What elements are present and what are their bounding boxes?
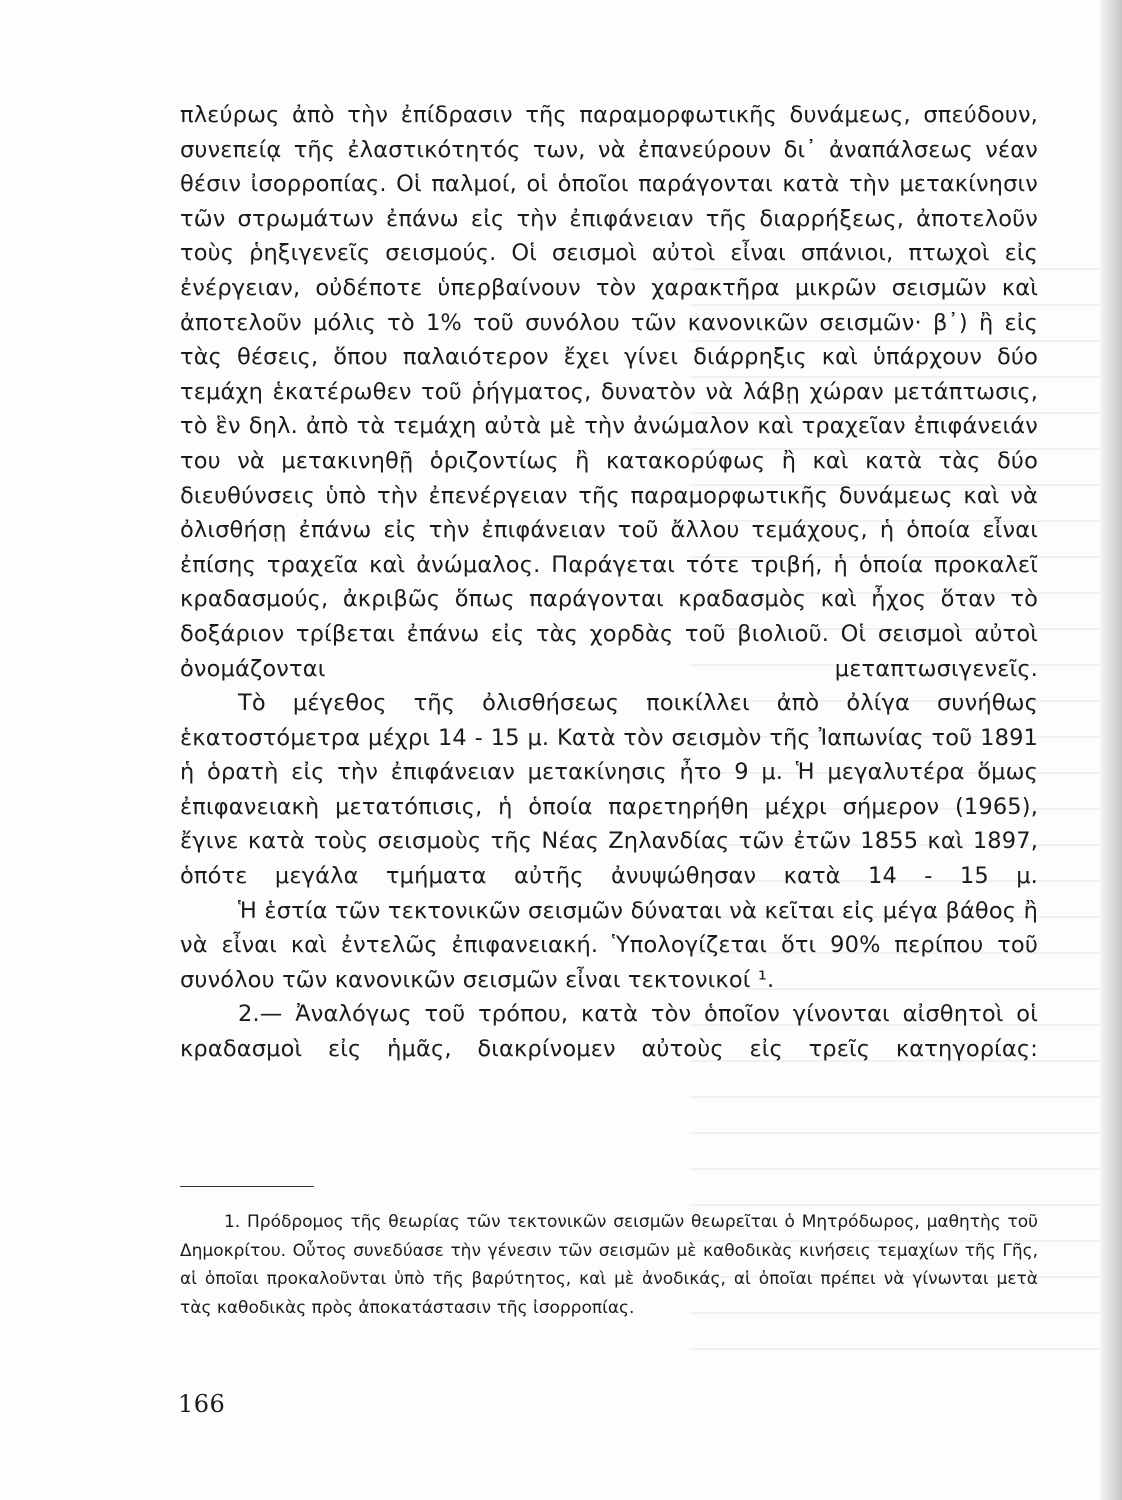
paragraph-3: Ἡ ἑστία τῶν τεκτονικῶν σεισμῶν δύναται νὰ κεῖται εἰς μέγα βάθος ἢ νὰ εἶναι καὶ ἐντελῶς ἐπιφανειακή. Ὑπολογίζεται ὅτι 90% περίπου τοῦ συνόλου τῶν κανονικῶν σεισμῶν εἶναι τεκτονικοί ¹.	[180, 897, 1038, 993]
footnote	[180, 1208, 1038, 1322]
page-edge-shadow	[1100, 0, 1122, 1500]
page-number: 166	[178, 1390, 226, 1418]
paragraph-1: πλεύρως ἀπὸ τὴν ἐπίδρασιν τῆς παραμορφωτικῆς δυνάμεως, σπεύδουν, συνεπείᾳ τῆς ἐλαστικότητός των, νὰ ἐπανεύρουν δι᾽ ἀναπάλσεως νέαν θέσιν ἰσορροπίας. Οἱ παλμοί, οἱ ὁποῖοι παράγονται κατὰ τὴν μετακίνησιν τῶν στρωμάτων ἐπάνω εἰς τὴν ἐπιφάνειαν τῆς διαρρήξεως, ἀποτελοῦν τοὺς ῥηξιγενεῖς σεισμούς. Οἱ σεισμοὶ αὐτοὶ εἶναι σπάνιοι, πτωχοὶ εἰς ἐνέργειαν, οὐδέποτε ὑπερβαίνουν τὸν χαρακτῆρα μικρῶν σεισμῶν καὶ ἀποτελοῦν μόλις τὸ 1% τοῦ συνόλου τῶν κανονικῶν σεισμῶν· β᾽) ἢ εἰς τὰς θέσεις, ὅπου παλαιότερον ἔχει γίνει διάρρηξις καὶ ὑπάρχουν δύο τεμάχη ἑκατέρωθεν τοῦ ῥήγματος, δυνατὸν νὰ λάβῃ χώραν μετάπτωσις, τὸ ἓν δηλ. ἀπὸ τὰ τεμάχη αὐτὰ μὲ τὴν ἀνώμαλον καὶ τραχεῖαν ἐπιφάνειάν του νὰ μετακινηθῇ ὁριζοντίως ἢ κατακορύφως ἢ καὶ κατὰ τὰς δύο διευθύνσεις ὑπὸ τὴν ἐπενέργειαν τῆς παραμορφωτικῆς δυνάμεως καὶ νὰ ὀλισθήσῃ ἐπάνω εἰς τὴν ἐπιφάνειαν τοῦ ἄλλου τεμάχους, ἡ ὁποία εἶναι ἐπίσης τραχεῖα καὶ ἀνώμαλος. Παράγεται τότε τριβή, ἡ ὁποία προκαλεῖ κραδασμούς, ἀκριβῶς ὅπως παράγονται κραδασμὸς καὶ ἦχος ὅταν τὸ δοξάριον τρίβεται ἐπάνω εἰς τὰς χορδὰς τοῦ βιολιοῦ. Οἱ σεισμοὶ αὐτοὶ ὀνομάζονται μεταπτωσιγενεῖς.	[180, 102, 1038, 682]
main-text	[180, 98, 1038, 1067]
footnote-text: 1. Πρόδρομος τῆς θεωρίας τῶν τεκτονικῶν σεισμῶν θεωρεῖται ὁ Μητρόδωρος, μαθητὴς τοῦ Δημοκρίτου. Οὗτος συνεδύασε τὴν γένεσιν τῶν σεισμῶν μὲ καθοδικὰς κινήσεις τεμαχίων τῆς Γῆς, αἱ ὁποῖαι προκαλοῦνται ὑπὸ τῆς βαρύτητος, καὶ μὲ ἀνοδικάς, αἱ ὁποῖαι πρέπει νὰ γίνωνται μετὰ τὰς καθοδικὰς πρὸς ἀποκατάστασιν τῆς ἰσορροπίας.	[180, 1212, 1038, 1318]
paragraph-4: 2.— Ἀναλόγως τοῦ τρόπου, κατὰ τὸν ὁποῖον γίνονται αἰσθητοὶ οἱ κραδασμοὶ εἰς ἡμᾶς, διακρίνομεν αὐτοὺς εἰς τρεῖς κατηγορίας:	[180, 1001, 1038, 1063]
footnote-separator	[180, 1186, 314, 1187]
paragraph-2: Τὸ μέγεθος τῆς ὀλισθήσεως ποικίλλει ἀπὸ ὀλίγα συνήθως ἑκατοστόμετρα μέχρι 14 - 15 μ. Κατὰ τὸν σεισμὸν τῆς Ἰαπωνίας τοῦ 1891 ἡ ὁρατὴ εἰς τὴν ἐπιφάνειαν μετακίνησις ἦτο 9 μ. Ἡ μεγαλυτέρα ὅμως ἐπιφανειακὴ μετατόπισις, ἡ ὁποία παρετηρήθη μέχρι σήμερον (1965), ἔγινε κατὰ τοὺς σεισμοὺς τῆς Νέας Ζηλανδίας τῶν ἐτῶν 1855 καὶ 1897, ὁπότε μεγάλα τμήματα αὐτῆς ἀνυψώθησαν κατὰ 14 - 15 μ.	[180, 690, 1038, 890]
